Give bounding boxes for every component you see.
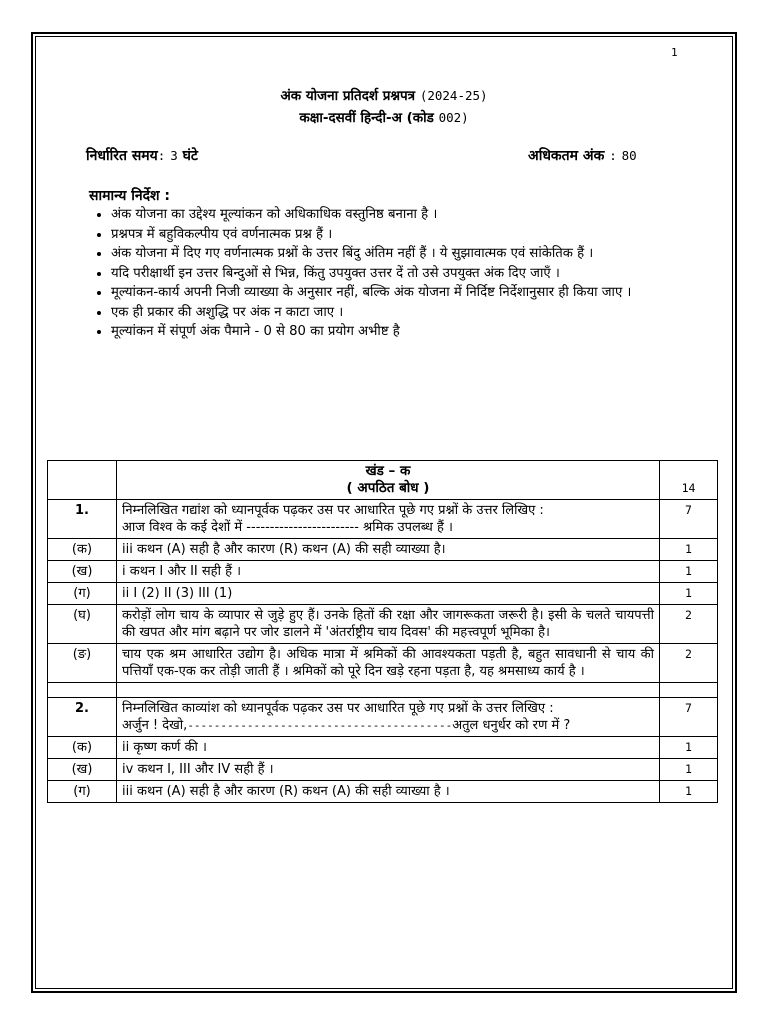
answer-text: ii I (2) II (3) III (1) [117,583,660,605]
answer-marks: 2 [660,644,718,683]
answer-text: iii कथन (A) सही है और कारण (R) कथन (A) की सही व्याख्या है। [117,539,660,561]
answer-text: चाय एक श्रम आधारित उद्योग है। अधिक मात्रा में श्रमिकों की आवश्यकता पड़ती है, बहुत सावधानी से चाय की पत्तियाँ एक-एक कर तोड़ी जाती हैं । श्रमिकों को पूरे दिन खड़े रहना पड़ता है, यह श्रमसाध्य कार्य है । [117,644,660,683]
instruction-item: • मूल्यांकन में संपूर्ण अंक पैमाने - 0 से 80 का प्रयोग अभीष्ट है [111,323,711,341]
answer-row [48,605,718,644]
section-name: खंड – क [365,463,411,479]
time-allowed [86,146,198,165]
time-value: 3 [170,148,178,163]
time-label: निर्धारित समय [86,148,158,164]
passage-excerpt: आज विश्व के कई देशों में ------------------------ श्रमिक उपलब्ध हैं । [122,520,453,535]
answer-marks: 1 [660,583,718,605]
question-number: 2. [48,698,117,737]
answer-row [48,583,718,605]
answer-marks: 1 [660,539,718,561]
answer-marks: 1 [660,737,718,759]
instruction-item: • मूल्यांकन-कार्य अपनी निजी व्याख्या के अनुसार नहीं, बल्कि अंक योजना में निर्दिष्ट निर्देशानुसार ही किया जाए । [111,284,711,302]
answer-row [48,561,718,583]
answer-row [48,644,718,683]
answer-marks: 2 [660,605,718,644]
page-number: 1 [671,46,678,59]
instruction-item: • एक ही प्रकार की अशुद्धि पर अंक न काटा जाए । [111,304,711,322]
section-subtitle: ( अपठित बोध ) [346,480,430,496]
excerpt-dashes: ---------------------------------------- [187,719,453,732]
question-text: निम्नलिखित काव्यांश को ध्यानपूर्वक पढ़कर उस पर आधारित पूछे गए प्रश्नों के उत्तर लिखिए : [122,701,554,716]
time-colon: : [157,148,166,163]
instruction-item: • अंक योजना का उद्देश्य मूल्यांकन को अधिकाधिक वस्तुनिष्ठ बनाना है । [111,206,711,224]
answer-label: (क) [48,737,117,759]
answer-marks: 1 [660,759,718,781]
answer-marks: 1 [660,781,718,803]
instruction-item: • अंक योजना में दिए गए वर्णनात्मक प्रश्नों के उत्तर बिंदु अंतिम नहीं हैं । ये सुझावात्मक एवं सांकेतिक हैं । [111,245,711,263]
marking-scheme-table [47,460,718,803]
subject-code: 002) [438,110,469,125]
excerpt-start: अर्जुन ! देखो, [122,718,188,733]
title-hindi: अंक योजना प्रतिदर्श प्रश्नपत्र [280,88,416,104]
question-marks: 7 [660,500,718,539]
max-marks-colon: : [609,148,617,163]
general-instructions-title: सामान्य निर्देश : [89,188,171,204]
instruction-item: • यदि परीक्षार्थी इन उत्तर बिन्दुओं से भिन्न, किंतु उपयुक्त उत्तर दें तो उसे उपयुक्त अंक दिए जाएँ । [111,265,711,283]
answer-text: iv कथन I, III और IV सही हैं । [117,759,660,781]
question-row [48,698,718,737]
class-hindi: कक्षा-दसवीं हिन्दी-अ (कोड [299,110,434,126]
section-marks: 14 [660,461,718,500]
answer-label: (ख) [48,561,117,583]
answer-row [48,759,718,781]
answer-label: (ङ) [48,644,117,683]
class-subject-line [0,108,768,126]
blank-row [48,683,718,698]
general-instructions-list [88,206,711,343]
answer-label: (घ) [48,605,117,644]
answer-row [48,539,718,561]
answer-row [48,781,718,803]
answer-text: ii कृष्ण कर्ण की । [117,737,660,759]
document-title [0,86,768,104]
question-number: 1. [48,500,117,539]
poem-excerpt [122,717,654,734]
maximum-marks [528,146,637,165]
answer-label: (क) [48,539,117,561]
answer-label: (ख) [48,759,117,781]
answer-text: करोड़ों लोग चाय के व्यापार से जुड़े हुए हैं। उनके हितों की रक्षा और जागरूकता जरूरी है। इसी के चलते चायपत्ती की खपत और मांग बढ़ाने पर जोर डालने में 'अंतर्राष्ट्रीय चाय दिवस' की महत्त्वपूर्ण भूमिका है। [117,605,660,644]
answer-text: iii कथन (A) सही है और कारण (R) कथन (A) की सही व्याख्या है । [117,781,660,803]
answer-text: i कथन I और II सही हैं । [117,561,660,583]
answer-label: (ग) [48,781,117,803]
section-header-row [48,461,718,500]
time-unit: घंटे [182,148,198,164]
question-row [48,500,718,539]
question-marks: 7 [660,698,718,737]
max-marks-value: 80 [621,148,637,163]
max-marks-label: अधिकतम अंक [528,148,605,164]
instruction-item: • प्रश्नपत्र में बहुविकल्पीय एवं वर्णनात्मक प्रश्न हैं । [111,226,711,244]
excerpt-end: अतुल धनुर्धर को रण में ? [452,718,571,733]
answer-row [48,737,718,759]
answer-label: (ग) [48,583,117,605]
title-year: (2024-25) [419,88,488,103]
answer-marks: 1 [660,561,718,583]
question-text: निम्नलिखित गद्यांश को ध्यानपूर्वक पढ़कर उस पर आधारित पूछे गए प्रश्नों के उत्तर लिखिए : [122,503,544,518]
